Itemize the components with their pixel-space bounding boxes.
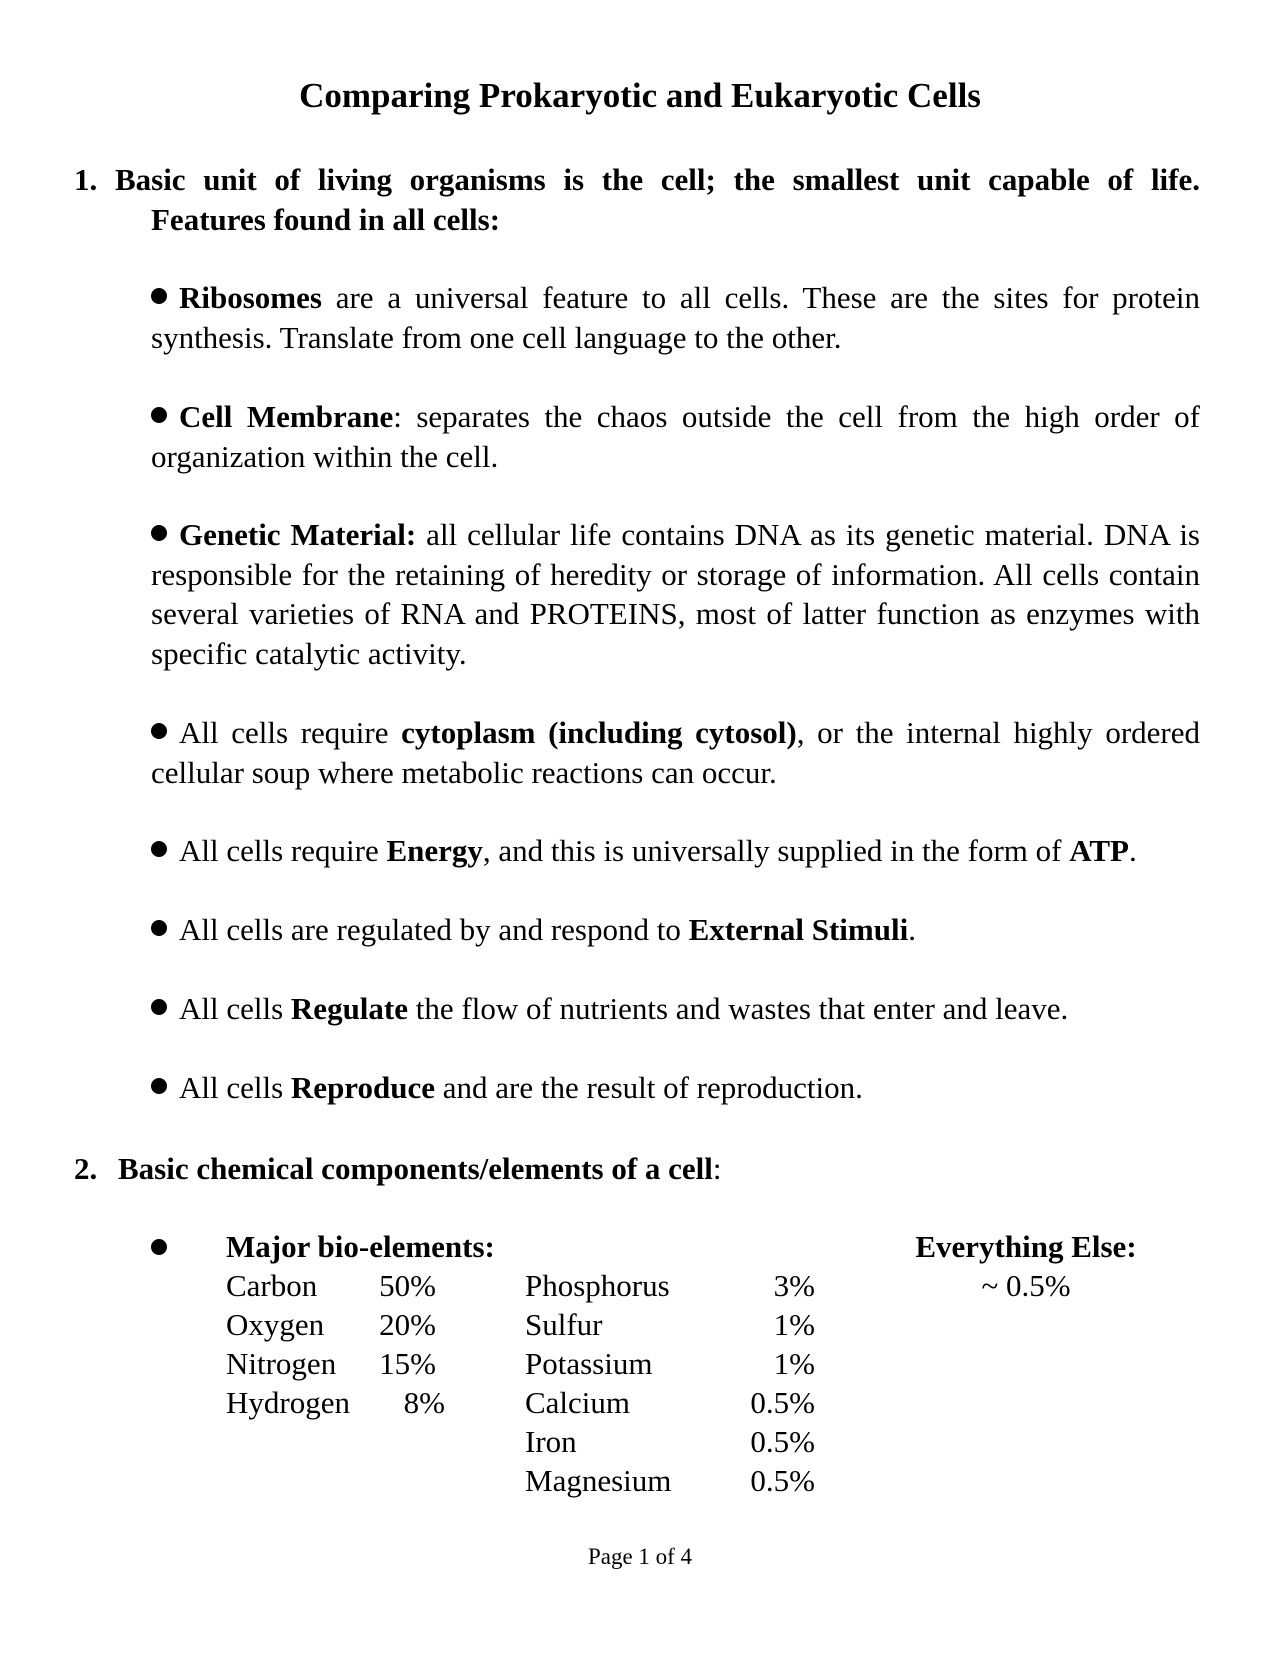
element-value: 0.5% — [750, 1424, 815, 1459]
section-2-heading — [74, 1149, 1200, 1189]
element-value: 0.5% — [750, 1385, 815, 1420]
bullet-dot-icon — [151, 407, 167, 423]
element-value: 3% — [773, 1268, 815, 1303]
bullet-bold-term: Regulate — [290, 991, 409, 1026]
bullet-energy — [151, 831, 1200, 871]
bullet-external-stimuli — [151, 910, 1200, 950]
bullet-bold-term: Genetic Material: — [179, 517, 417, 552]
bullet-bold-term: External Stimuli — [688, 912, 909, 947]
element-name: Hydrogen — [226, 1385, 350, 1420]
bullet-pre-text: All cells — [179, 991, 291, 1026]
element-value: 50% — [379, 1268, 436, 1303]
section-1-heading-line1 — [74, 160, 1200, 200]
element-name: Sulfur — [525, 1307, 603, 1342]
element-value: 0.5% — [750, 1463, 815, 1498]
bullet-bold-term-atp: ATP — [1069, 833, 1129, 868]
bullet-pre-text: All cells require — [179, 715, 402, 750]
element-name: Carbon — [226, 1268, 318, 1303]
bullet-text: , or the internal highly ordered cellular soup where metabolic reactions can occur. — [151, 715, 1200, 790]
bullet-dot-icon — [151, 999, 167, 1015]
element-value: 15% — [379, 1346, 436, 1381]
page-title: Comparing Prokaryotic and Eukaryotic Cells — [299, 76, 981, 115]
section-2-colon: : — [712, 1151, 722, 1186]
everything-else-value: ~ 0.5% — [981, 1268, 1071, 1303]
bullet-bold-term: Reproduce — [290, 1070, 436, 1105]
element-name: Nitrogen — [226, 1346, 337, 1381]
bullet-genetic-material — [151, 515, 1200, 673]
bullet-dot-icon — [151, 1078, 167, 1094]
bullet-text: and are the result of reproduction. — [435, 1070, 863, 1105]
element-name: Magnesium — [525, 1463, 672, 1498]
section-1-heading-text: Basic unit of living organisms is the cell; the smallest unit capable of life. — [114, 162, 1201, 197]
bullet-bold-term: cytoplasm (including cytosol) — [401, 715, 797, 750]
bullet-text: all cellular life contains DNA as its genetic material. DNA is responsible for the retaining of heredity or storage of information. All cells contain several varieties of RNA and PROTEINS, most of latter function as enzymes with specific catalytic activity. — [151, 517, 1200, 671]
bullet-bold-term: Ribosomes — [179, 280, 322, 315]
bullet-cell-membrane — [151, 397, 1200, 476]
bullet-dot-icon — [151, 1239, 167, 1255]
section-1-heading — [74, 160, 1200, 240]
element-value: 8% — [403, 1385, 445, 1420]
bullet-dot-icon — [151, 525, 167, 541]
section-1-number: 1. — [74, 162, 98, 197]
bullet-pre-text: All cells — [179, 1070, 291, 1105]
section-1-subheading: Features found in all cells: — [151, 202, 501, 237]
bullet-bold-term: Energy — [386, 833, 483, 868]
major-bio-elements-label: Major bio-elements: — [226, 1229, 495, 1264]
everything-else-label: Everything Else: — [915, 1229, 1137, 1264]
section-2-number: 2. — [74, 1151, 98, 1186]
bullet-dot-icon — [151, 723, 167, 739]
bullet-cytoplasm — [151, 713, 1200, 792]
bullet-text: : separates the chaos outside the cell from the high order of organization within the cell. — [151, 399, 1200, 474]
bullet-text: . — [1128, 833, 1137, 868]
page-number: Page 1 of 4 — [587, 1544, 693, 1569]
element-value: 1% — [773, 1307, 815, 1342]
bullet-dot-icon — [151, 841, 167, 857]
element-name: Potassium — [525, 1346, 653, 1381]
element-name: Phosphorus — [525, 1268, 670, 1303]
bullet-pre-text: All cells are regulated by and respond to — [179, 912, 689, 947]
bullet-reproduce — [151, 1068, 1200, 1108]
bullet-bold-term: Cell Membrane — [179, 399, 394, 434]
element-name: Calcium — [525, 1385, 631, 1420]
bullet-regulate — [151, 989, 1200, 1029]
element-name: Oxygen — [226, 1307, 325, 1342]
section-2-heading-text: Basic chemical components/elements of a cell — [118, 1151, 713, 1186]
element-value: 20% — [379, 1307, 436, 1342]
bullet-pre-text: All cells require — [179, 833, 387, 868]
element-value: 1% — [773, 1346, 815, 1381]
bullet-dot-icon — [151, 288, 167, 304]
bullet-ribosomes — [151, 278, 1200, 357]
bullet-mid-text: , and this is universally supplied in the form of — [482, 833, 1070, 868]
bullet-text: . — [908, 912, 916, 947]
bullet-text: are a universal feature to all cells. These are the sites for protein synthesis. Translate from one cell language to the other. — [151, 280, 1200, 355]
bullet-dot-icon — [151, 920, 167, 936]
element-name: Iron — [525, 1424, 577, 1459]
bullet-text: the flow of nutrients and wastes that enter and leave. — [408, 991, 1069, 1026]
